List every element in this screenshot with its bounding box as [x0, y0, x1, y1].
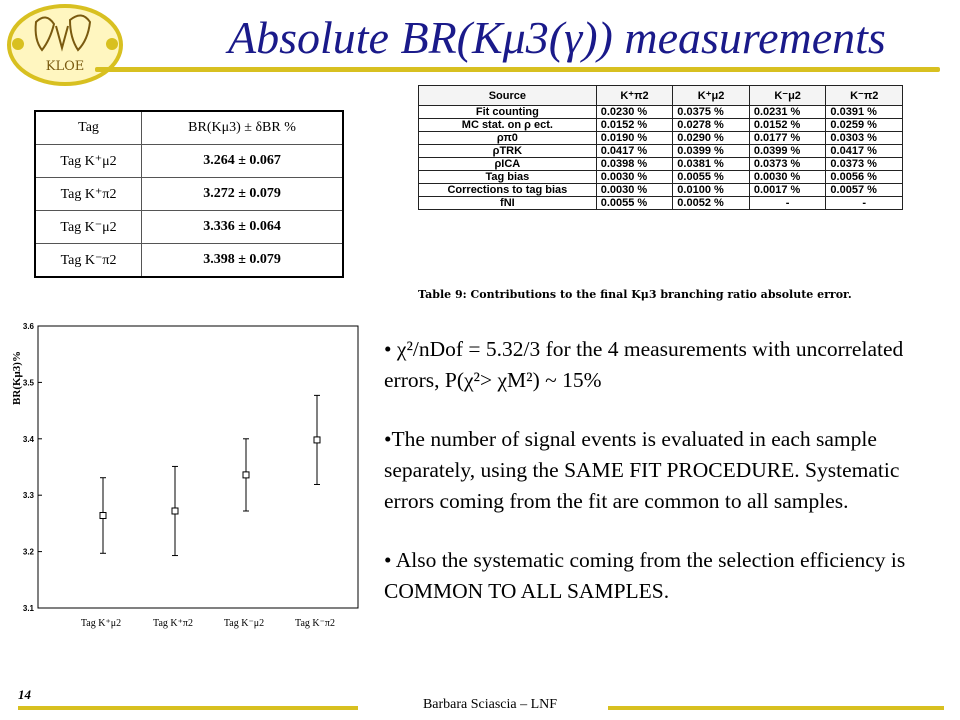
header-col: K⁺π2 [596, 86, 673, 106]
tag-cell: Tag K⁻π2 [35, 244, 142, 278]
header-tag: Tag [35, 111, 142, 145]
data-point [100, 513, 106, 519]
source-cell: MC stat. on ρ ect. [419, 119, 597, 132]
value-cell: 0.0373 % [749, 158, 826, 171]
table-row [419, 132, 903, 145]
x-tick-label: Tag K⁺π2 [153, 618, 193, 629]
value-cell: 0.0375 % [673, 106, 750, 119]
value-cell: 3.272 ± 0.079 [142, 178, 343, 211]
tag-results-table [34, 110, 344, 278]
table-row [35, 178, 343, 211]
y-tick-label: 3.5 [22, 378, 34, 388]
header-source: Source [419, 86, 597, 106]
value-cell: 3.264 ± 0.067 [142, 145, 343, 178]
error-table-body [419, 106, 903, 210]
value-cell: 0.0055 % [673, 171, 750, 184]
value-cell: 0.0381 % [673, 158, 750, 171]
error-table-container [418, 85, 903, 305]
value-cell: 0.0052 % [673, 197, 750, 210]
x-tick-label: Tag K⁻π2 [295, 618, 335, 629]
data-point [172, 508, 178, 514]
plot-area [38, 326, 358, 608]
source-cell: ρπ0 [419, 132, 597, 145]
value-cell: 0.0030 % [596, 171, 673, 184]
y-tick-label: 3.2 [22, 547, 34, 557]
source-cell: ρICA [419, 158, 597, 171]
source-cell: Tag bias [419, 171, 597, 184]
table-row [419, 145, 903, 158]
source-cell: ρTRK [419, 145, 597, 158]
footer-author: Barbara Sciascia – LNF [422, 697, 558, 712]
value-cell: 0.0303 % [826, 132, 903, 145]
value-cell: 0.0152 % [596, 119, 673, 132]
bullet-chi2: • χ²/nDof = 5.32/3 for the 4 measurements with uncorrelated errors, P(χ²> χM²) ~ 15% [384, 337, 904, 392]
footer-line-left [18, 706, 358, 710]
tag-cell: Tag K⁻μ2 [35, 211, 142, 244]
tag-cell: Tag K⁺π2 [35, 178, 142, 211]
br-measurements-chart [8, 312, 368, 642]
value-cell: 0.0373 % [826, 158, 903, 171]
value-cell: 0.0399 % [749, 145, 826, 158]
table-row [35, 211, 343, 244]
y-tick-label: 3.3 [22, 491, 34, 501]
bullet-efficiency: • Also the systematic coming from the selection efficiency is COMMON TO ALL SAMPLES. [384, 548, 906, 603]
value-cell: 0.0399 % [673, 145, 750, 158]
data-point [243, 472, 249, 478]
value-cell: 0.0030 % [596, 184, 673, 197]
source-cell: fNI [419, 197, 597, 210]
header-br: BR(Kμ3) ± δBR % [142, 111, 343, 145]
value-cell: 3.336 ± 0.064 [142, 211, 343, 244]
page-title: Absolute BR(Kμ3(γ)) measurements [228, 12, 886, 63]
table-row [419, 184, 903, 197]
table-caption: Table 9: Contributions to the final Kμ3 branching ratio absolute error. [418, 288, 852, 301]
page-number: 14 [18, 687, 31, 702]
value-cell: 0.0278 % [673, 119, 750, 132]
value-cell: 0.0017 % [749, 184, 826, 197]
value-cell: 0.0391 % [826, 106, 903, 119]
value-cell: 0.0259 % [826, 119, 903, 132]
value-cell: - [826, 197, 903, 210]
value-cell: 0.0417 % [826, 145, 903, 158]
value-cell: 0.0290 % [673, 132, 750, 145]
table-row [35, 244, 343, 278]
value-cell: 0.0398 % [596, 158, 673, 171]
header-col: K⁻μ2 [749, 86, 826, 106]
value-cell: 0.0152 % [749, 119, 826, 132]
value-cell: 0.0230 % [596, 106, 673, 119]
table-row [419, 119, 903, 132]
value-cell: 0.0190 % [596, 132, 673, 145]
header-col: K⁺μ2 [673, 86, 750, 106]
x-tick-label: Tag K⁻μ2 [223, 618, 265, 629]
value-cell: - [749, 197, 826, 210]
value-cell: 0.0100 % [673, 184, 750, 197]
source-cell: Corrections to tag bias [419, 184, 597, 197]
footer-line-right [608, 706, 944, 710]
kloe-logo [6, 4, 124, 86]
error-contributions-table [418, 85, 903, 210]
value-cell: 0.0057 % [826, 184, 903, 197]
value-cell: 0.0055 % [596, 197, 673, 210]
tag-cell: Tag K⁺μ2 [35, 145, 142, 178]
table-row [419, 171, 903, 184]
header-col: K⁻π2 [826, 86, 903, 106]
y-tick-label: 3.1 [22, 604, 34, 613]
logo-text: KLOE [45, 59, 85, 74]
x-tick-label: Tag K⁺μ2 [80, 618, 122, 629]
table-row [419, 106, 903, 119]
y-tick-label: 3.4 [22, 434, 34, 444]
value-cell: 0.0030 % [749, 171, 826, 184]
table-header-row [35, 111, 343, 145]
table-row [419, 158, 903, 171]
table-row [35, 145, 343, 178]
title-underline [95, 67, 940, 72]
y-tick-label: 3.6 [22, 322, 34, 331]
data-point [314, 437, 320, 443]
table-header-row [419, 86, 903, 106]
y-axis-label: BR(Kμ3)% [11, 351, 23, 405]
value-cell: 0.0417 % [596, 145, 673, 158]
value-cell: 0.0231 % [749, 106, 826, 119]
table-row [419, 197, 903, 210]
value-cell: 0.0177 % [749, 132, 826, 145]
bullet-signal-events: •The number of signal events is evaluated in each sample separately, using the SAME FIT PROCEDURE. Systematic errors coming from the fit are common to all samples. [384, 427, 900, 513]
value-cell: 0.0056 % [826, 171, 903, 184]
source-cell: Fit counting [419, 106, 597, 119]
value-cell: 3.398 ± 0.079 [142, 244, 343, 278]
x-axis-labels [81, 618, 335, 629]
bullet-list [384, 334, 954, 619]
